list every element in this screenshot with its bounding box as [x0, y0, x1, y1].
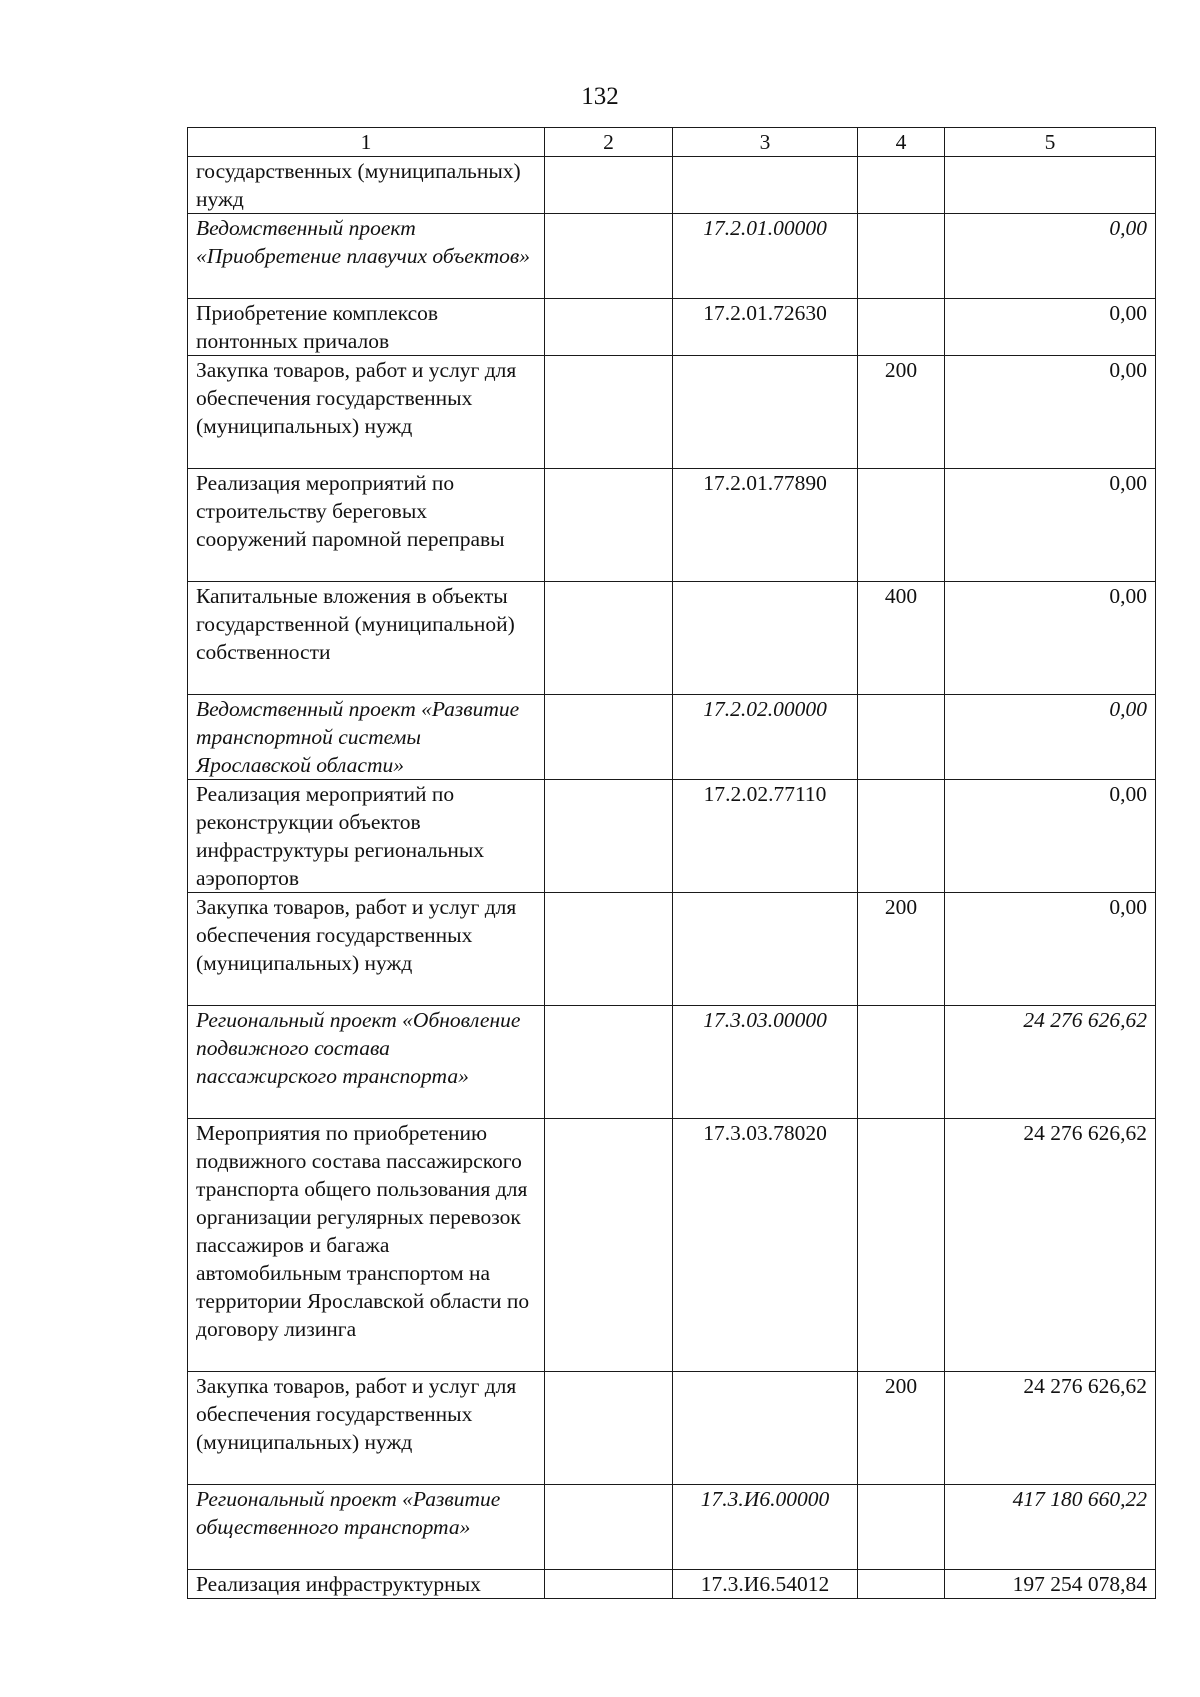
row-vr-cell: 400 [858, 582, 945, 695]
row-csr-cell: 17.3.И6.00000 [673, 1485, 858, 1570]
row-target-cell [545, 214, 673, 299]
row-name-cell: Ведомственный проект «Приобретение плавучих объектов» [188, 214, 545, 299]
row-name-cell: Реализация инфраструктурных [188, 1570, 545, 1599]
row-amount-cell: 197 254 078,84 [945, 1570, 1156, 1599]
page-number: 132 [581, 83, 619, 110]
row-csr-cell: 17.2.01.00000 [673, 214, 858, 299]
budget-table [187, 127, 1156, 1599]
row-target-cell [545, 893, 673, 1006]
row-amount-cell: 0,00 [945, 469, 1156, 582]
row-target-cell [545, 1570, 673, 1599]
row-name-cell: Региональный проект «Развитие общественного транспорта» [188, 1485, 545, 1570]
row-amount-cell: 0,00 [945, 356, 1156, 469]
header-col-4: 4 [858, 128, 945, 157]
row-name-cell: Мероприятия по приобретению подвижного состава пассажирского транспорта общего пользования для организации регулярных перевозок пассажиров и багажа автомобильным транспортом на территории Ярославской области по договору лизинга [188, 1119, 545, 1372]
table-header-row [188, 128, 1156, 157]
table-row [188, 1119, 1156, 1372]
row-csr-cell [673, 356, 858, 469]
row-amount-cell: 0,00 [945, 780, 1156, 893]
row-name-cell: Капитальные вложения в объекты государственной (муниципальной) собственности [188, 582, 545, 695]
row-vr-cell: 200 [858, 893, 945, 1006]
row-vr-cell [858, 1119, 945, 1372]
table-row [188, 1372, 1156, 1485]
row-amount-cell: 0,00 [945, 893, 1156, 1006]
row-amount-cell: 0,00 [945, 299, 1156, 356]
row-name-cell: Закупка товаров, работ и услуг для обеспечения государственных (муниципальных) нужд [188, 356, 545, 469]
table-row [188, 695, 1156, 780]
row-vr-cell [858, 299, 945, 356]
table-row [188, 157, 1156, 214]
row-vr-cell: 200 [858, 356, 945, 469]
row-vr-cell [858, 780, 945, 893]
table-row [188, 299, 1156, 356]
row-vr-cell [858, 157, 945, 214]
row-name-cell: Закупка товаров, работ и услуг для обеспечения государственных (муниципальных) нужд [188, 893, 545, 1006]
table-row [188, 356, 1156, 469]
row-target-cell [545, 1119, 673, 1372]
row-name-cell: Региональный проект «Обновление подвижного состава пассажирского транспорта» [188, 1006, 545, 1119]
row-amount-cell: 0,00 [945, 695, 1156, 780]
row-csr-cell: 17.2.01.77890 [673, 469, 858, 582]
row-csr-cell [673, 157, 858, 214]
row-target-cell [545, 157, 673, 214]
row-csr-cell: 17.3.И6.54012 [673, 1570, 858, 1599]
row-amount-cell: 417 180 660,22 [945, 1485, 1156, 1570]
row-name-cell: Ведомственный проект «Развитие транспортной системы Ярославской области» [188, 695, 545, 780]
row-vr-cell [858, 1485, 945, 1570]
row-csr-cell: 17.2.02.77110 [673, 780, 858, 893]
row-name-cell: Реализация мероприятий по строительству береговых сооружений паромной переправы [188, 469, 545, 582]
row-amount-cell: 0,00 [945, 214, 1156, 299]
row-target-cell [545, 1485, 673, 1570]
table-row [188, 1006, 1156, 1119]
row-vr-cell [858, 214, 945, 299]
row-name-cell: государственных (муниципальных) нужд [188, 157, 545, 214]
row-target-cell [545, 780, 673, 893]
row-vr-cell [858, 1570, 945, 1599]
row-name-cell: Приобретение комплексов понтонных причалов [188, 299, 545, 356]
row-vr-cell [858, 469, 945, 582]
header-col-3: 3 [673, 128, 858, 157]
table-row [188, 1485, 1156, 1570]
row-target-cell [545, 695, 673, 780]
row-target-cell [545, 1006, 673, 1119]
row-amount-cell: 24 276 626,62 [945, 1372, 1156, 1485]
row-amount-cell: 24 276 626,62 [945, 1119, 1156, 1372]
header-col-1: 1 [188, 128, 545, 157]
table-row [188, 582, 1156, 695]
row-name-cell: Закупка товаров, работ и услуг для обеспечения государственных (муниципальных) нужд [188, 1372, 545, 1485]
row-vr-cell [858, 695, 945, 780]
row-vr-cell [858, 1006, 945, 1119]
table-row [188, 214, 1156, 299]
row-csr-cell [673, 582, 858, 695]
row-csr-cell [673, 893, 858, 1006]
row-target-cell [545, 299, 673, 356]
row-amount-cell [945, 157, 1156, 214]
row-amount-cell: 24 276 626,62 [945, 1006, 1156, 1119]
table-row [188, 1570, 1156, 1599]
table-row [188, 780, 1156, 893]
row-target-cell [545, 469, 673, 582]
row-amount-cell: 0,00 [945, 582, 1156, 695]
table-row [188, 893, 1156, 1006]
row-target-cell [545, 582, 673, 695]
row-csr-cell: 17.3.03.00000 [673, 1006, 858, 1119]
row-target-cell [545, 356, 673, 469]
row-csr-cell [673, 1372, 858, 1485]
table-row [188, 469, 1156, 582]
row-target-cell [545, 1372, 673, 1485]
row-csr-cell: 17.2.02.00000 [673, 695, 858, 780]
row-csr-cell: 17.3.03.78020 [673, 1119, 858, 1372]
row-name-cell: Реализация мероприятий по реконструкции объектов инфраструктуры региональных аэропортов [188, 780, 545, 893]
header-col-2: 2 [545, 128, 673, 157]
row-vr-cell: 200 [858, 1372, 945, 1485]
row-csr-cell: 17.2.01.72630 [673, 299, 858, 356]
header-col-5: 5 [945, 128, 1156, 157]
